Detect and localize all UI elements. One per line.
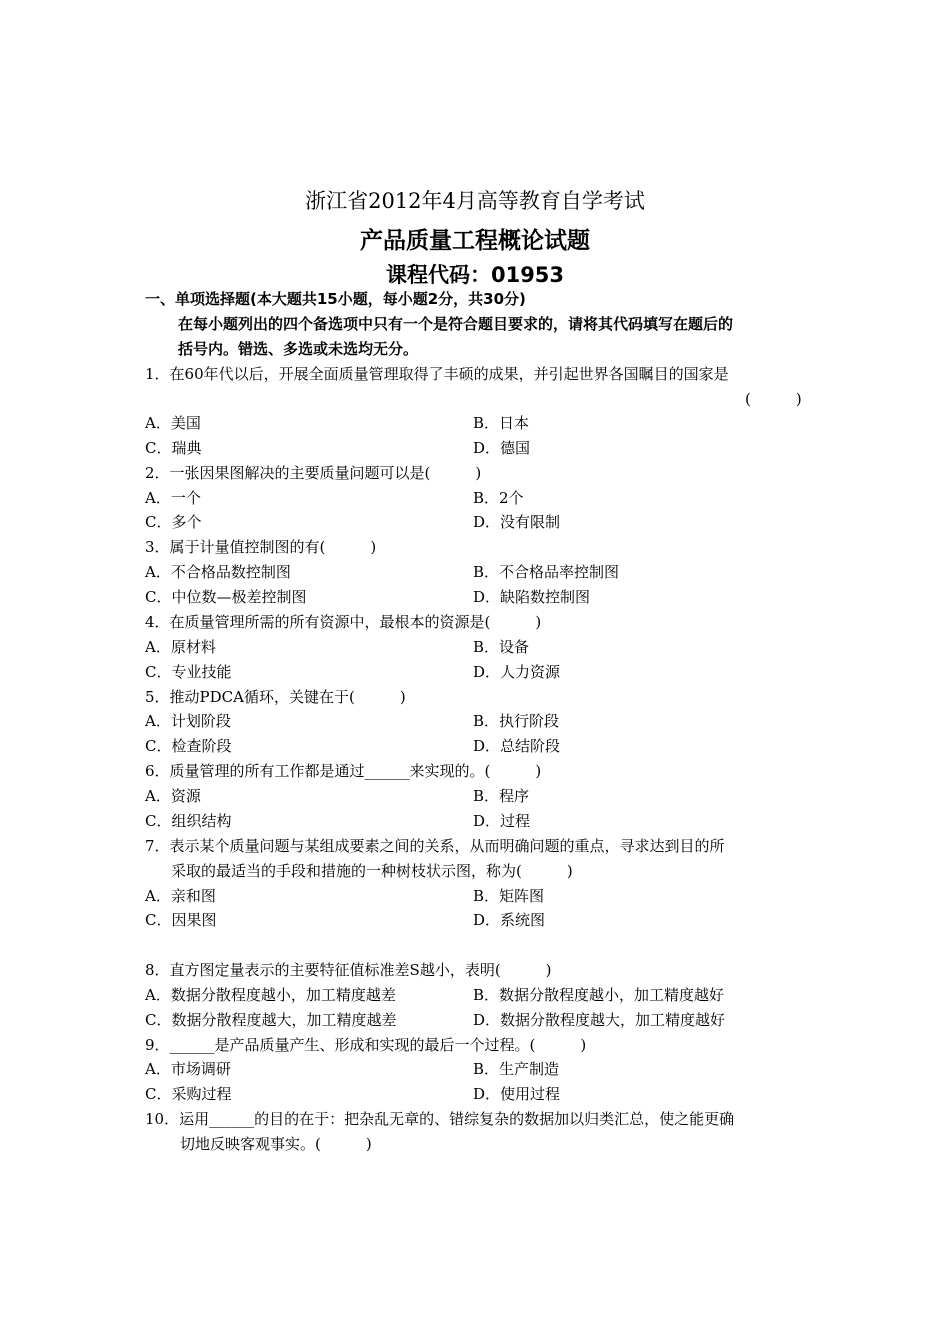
course-code: 课程代码：01953 (385, 263, 565, 287)
section-instruction-line-2: 括号内。错选、多选或未选均无分。 (178, 340, 419, 358)
question-8-option-a: A．数据分散程度越小，加工精度越差 (145, 986, 396, 1004)
question-7-option-a: A．亲和图 (145, 887, 216, 905)
question-7-stem-line-2: 采取的最适当的手段和措施的一种树枝状示图，称为( ) (171, 862, 573, 880)
question-5-option-c: C．检查阶段 (145, 737, 232, 755)
question-1-stem: 1．在60年代以后，开展全面质量管理取得了丰硕的成果，并引起世界各国瞩目的国家是 (145, 365, 729, 383)
question-7-option-d: D．系统图 (473, 911, 546, 929)
question-9-stem: 9．______是产品质量产生、形成和实现的最后一个过程。( ) (145, 1036, 587, 1054)
section-heading: 一、单项选择题(本大题共15小题，每小题2分，共30分) (145, 290, 526, 308)
question-1-answer-paren: ( ) (745, 390, 802, 408)
question-3-stem: 3．属于计量值控制图的有( ) (145, 538, 377, 556)
question-3-option-a: A．不合格品数控制图 (145, 563, 291, 581)
question-7-stem-line-1: 7．表示某个质量问题与某组成要素之间的关系，从而明确问题的重点，寻求达到目的所 (145, 837, 725, 855)
question-9-option-b: B．生产制造 (473, 1060, 560, 1078)
question-6-stem: 6．质量管理的所有工作都是通过______来实现的。( ) (145, 762, 542, 780)
question-4-option-d: D．人力资源 (473, 663, 561, 681)
question-8-option-b: B．数据分散程度越小，加工精度越好 (473, 986, 725, 1004)
question-4-stem: 4．在质量管理所需的所有资源中，最根本的资源是( ) (145, 613, 542, 631)
question-5-option-d: D．总结阶段 (473, 737, 561, 755)
exam-title: 浙江省2012年4月高等教育自学考试 (305, 189, 645, 213)
question-3-option-b: B．不合格品率控制图 (473, 563, 620, 581)
question-6-option-a: A．资源 (145, 787, 201, 805)
question-7-option-c: C．因果图 (145, 911, 217, 929)
question-6-option-b: B．程序 (473, 787, 530, 805)
question-1-option-a: A．美国 (145, 414, 201, 432)
question-3-option-d: D．缺陷数控制图 (473, 588, 591, 606)
question-1-option-b: B．日本 (473, 414, 530, 432)
question-8-option-c: C．数据分散程度越大，加工精度越差 (145, 1011, 397, 1029)
section-instruction-line-1: 在每小题列出的四个备选项中只有一个是符合题目要求的，请将其代码填写在题后的 (178, 315, 734, 333)
question-3-option-c: C．中位数—极差控制图 (145, 588, 307, 606)
question-6-option-d: D．过程 (473, 812, 531, 830)
question-6-option-c: C．组织结构 (145, 812, 232, 830)
question-8-option-d: D．数据分散程度越大，加工精度越好 (473, 1011, 726, 1029)
question-1-option-d: D．德国 (473, 439, 531, 457)
question-4-option-c: C．专业技能 (145, 663, 232, 681)
question-9-option-a: A．市场调研 (145, 1060, 231, 1078)
question-4-option-a: A．原材料 (145, 638, 216, 656)
question-5-stem: 5．推动PDCA循环，关键在于( ) (145, 688, 406, 706)
question-2-option-b: B．2个 (473, 489, 524, 507)
question-10-stem-line-2: 切地反映客观事实。( ) (180, 1135, 372, 1153)
question-9-option-d: D．使用过程 (473, 1085, 561, 1103)
question-5-option-a: A．计划阶段 (145, 712, 231, 730)
question-7-option-b: B．矩阵图 (473, 887, 545, 905)
question-5-option-b: B．执行阶段 (473, 712, 560, 730)
question-2-option-a: A．一个 (145, 489, 201, 507)
paper-title: 产品质量工程概论试题 (360, 228, 590, 254)
question-2-option-d: D．没有限制 (473, 513, 561, 531)
question-1-option-c: C．瑞典 (145, 439, 202, 457)
question-10-stem-line-1: 10．运用______的目的在于：把杂乱无章的、错综复杂的数据加以归类汇总，使之能更确 (145, 1110, 735, 1128)
question-9-option-c: C．采购过程 (145, 1085, 232, 1103)
question-4-option-b: B．设备 (473, 638, 530, 656)
question-2-option-c: C．多个 (145, 513, 202, 531)
question-2-stem: 2．一张因果图解决的主要质量问题可以是( ) (145, 464, 482, 482)
question-8-stem: 8．直方图定量表示的主要特征值标准差S越小，表明( ) (145, 961, 552, 979)
